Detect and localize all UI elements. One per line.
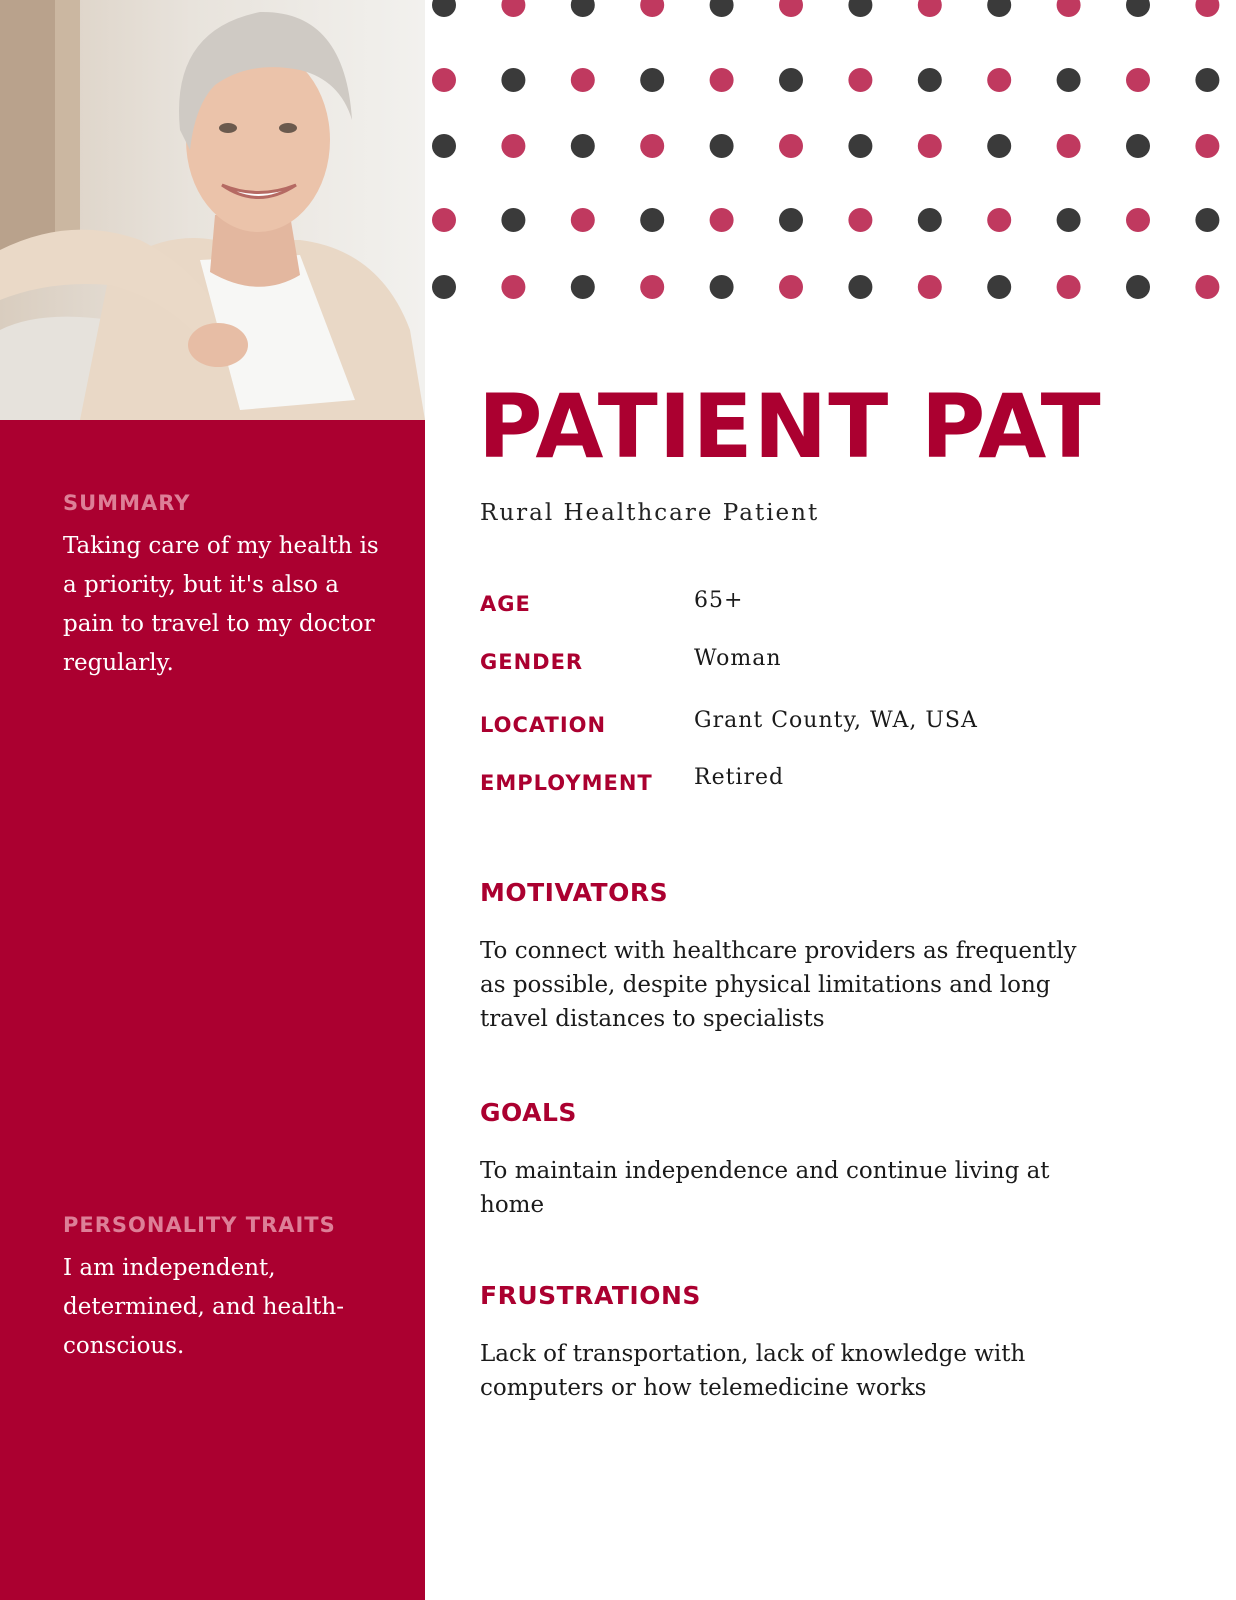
polka-dot (1126, 0, 1150, 17)
age-label: AGE (480, 592, 531, 616)
summary-text: Taking care of my health is a priority, but it's also a pain to travel to my doctor regularly. (63, 533, 379, 676)
location-value: Grant County, WA, USA (694, 708, 978, 733)
polka-dot (1126, 134, 1150, 158)
polka-dot (987, 68, 1011, 92)
frustrations-text: Lack of transportation, lack of knowledge with computers or how telemedicine works (480, 1341, 1026, 1401)
location-label: LOCATION (480, 713, 607, 737)
polka-dot (501, 208, 525, 232)
polka-dot (848, 208, 872, 232)
polka-dot (432, 275, 456, 299)
polka-dot (779, 208, 803, 232)
polka-dot (1195, 68, 1219, 92)
polka-dot (432, 68, 456, 92)
polka-dot (918, 134, 942, 158)
polka-dot (501, 68, 525, 92)
motivators-text: To connect with healthcare providers as frequently as possible, despite physical limitations and long travel distances to specialists (480, 938, 1077, 1032)
employment-value: Retired (694, 765, 785, 790)
polka-dot (501, 0, 525, 17)
polka-dot (1057, 208, 1081, 232)
polka-dot (918, 208, 942, 232)
polka-dot (1195, 134, 1219, 158)
polka-dot (710, 134, 734, 158)
polka-dot (779, 134, 803, 158)
polka-dot (432, 208, 456, 232)
polka-dot (571, 275, 595, 299)
polka-dot (918, 0, 942, 17)
polka-dot (710, 0, 734, 17)
employment-label: EMPLOYMENT (480, 771, 653, 795)
polka-dot (848, 68, 872, 92)
polka-dot (1126, 68, 1150, 92)
polka-dot (640, 68, 664, 92)
personality-traits-text: I am independent, determined, and health-conscious. (63, 1255, 344, 1359)
polka-dot (1195, 275, 1219, 299)
polka-dot (918, 68, 942, 92)
polka-dot (640, 0, 664, 17)
polka-dot (987, 208, 1011, 232)
polka-dot (710, 208, 734, 232)
personality-traits-heading: PERSONALITY TRAITS (63, 1213, 336, 1237)
polka-dot (571, 68, 595, 92)
polka-dot (779, 275, 803, 299)
polka-dot (779, 68, 803, 92)
polka-dot (571, 0, 595, 17)
polka-dot (571, 134, 595, 158)
polka-dot (640, 134, 664, 158)
goals-text: To maintain independence and continue living at home (480, 1158, 1050, 1218)
polka-dot (779, 0, 803, 17)
polka-dot (848, 275, 872, 299)
polka-dot (1057, 275, 1081, 299)
polka-dot (501, 275, 525, 299)
polka-dot (710, 275, 734, 299)
polka-dot (1195, 208, 1219, 232)
gender-value: Woman (694, 646, 782, 671)
polka-dot (1057, 0, 1081, 17)
age-value: 65+ (694, 588, 744, 613)
polka-dot (1126, 275, 1150, 299)
gender-label: GENDER (480, 650, 584, 674)
polka-dot (571, 208, 595, 232)
persona-role: Rural Healthcare Patient (480, 500, 820, 526)
polka-dot (640, 275, 664, 299)
polka-dot (710, 68, 734, 92)
polka-dot (432, 134, 456, 158)
frustrations-heading: FRUSTRATIONS (480, 1281, 701, 1310)
polka-dot-pattern (425, 0, 1236, 310)
polka-dot (918, 275, 942, 299)
polka-dot (640, 208, 664, 232)
polka-dot (848, 134, 872, 158)
polka-dot (1126, 208, 1150, 232)
goals-heading: GOALS (480, 1098, 577, 1127)
polka-dot (987, 275, 1011, 299)
persona-photo (0, 0, 425, 420)
polka-dot (432, 0, 456, 17)
polka-dot (987, 0, 1011, 17)
polka-dot (1057, 134, 1081, 158)
persona-name: PATIENT PAT (478, 375, 1102, 478)
motivators-heading: MOTIVATORS (480, 878, 669, 907)
polka-dot (1195, 0, 1219, 17)
polka-dot (1057, 68, 1081, 92)
summary-heading: SUMMARY (63, 491, 191, 515)
polka-dot (848, 0, 872, 17)
polka-dot (501, 134, 525, 158)
polka-dot (987, 134, 1011, 158)
